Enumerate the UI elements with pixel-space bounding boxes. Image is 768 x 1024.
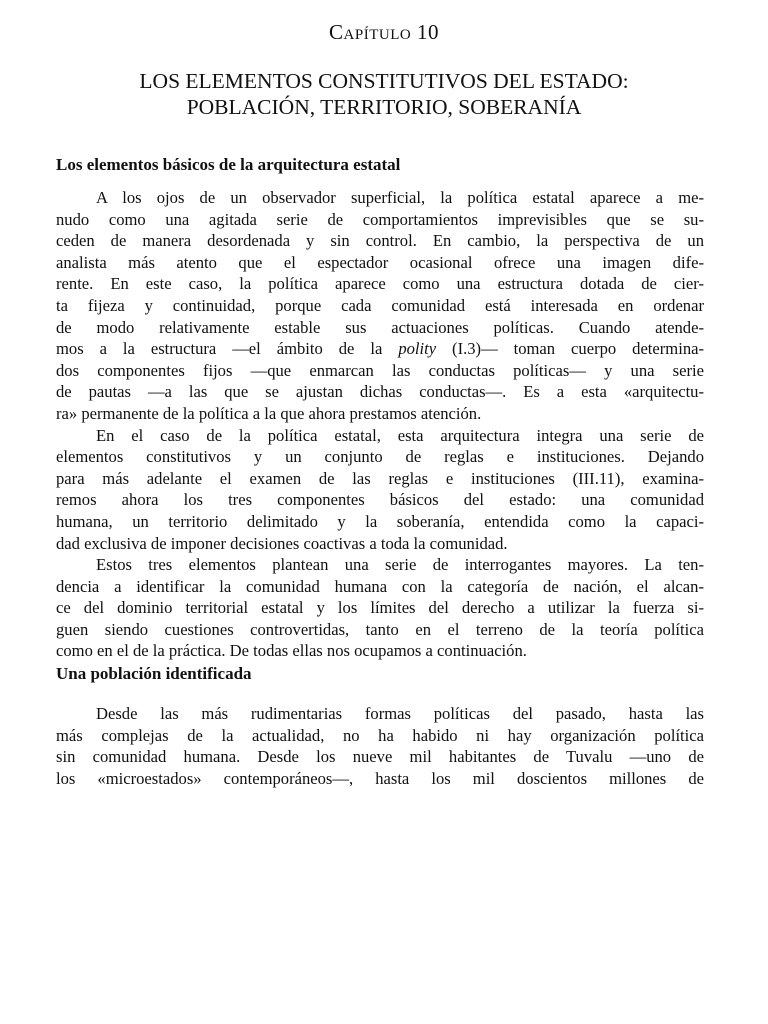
text-line: guen siendo cuestiones controvertidas, tanto en el terreno de la teoría política bbox=[56, 619, 704, 639]
text-line: mos a la estructura —el ámbito de la polity (I.3)— toman cuerpo determina- bbox=[56, 339, 705, 359]
chapter-label: Capítulo 10 bbox=[329, 20, 439, 44]
text-line: analista más atento que el espectador ocasional ofrece una imagen dife- bbox=[56, 252, 704, 272]
chapter-title-line: POBLACIÓN, TERRITORIO, SOBERANÍA bbox=[186, 95, 582, 119]
text-line: para más adelante el examen de las reglas e instituciones (III.11), examina- bbox=[56, 468, 704, 488]
text-line: más complejas de la actualidad, no ha habido ni hay organización política bbox=[56, 725, 704, 745]
section-heading: Los elementos básicos de la arquitectura estatal bbox=[56, 155, 401, 174]
text-line: como en el de la práctica. De todas ellas nos ocupamos a continuación. bbox=[56, 641, 527, 661]
text-line: Estos tres elementos plantean una serie de interrogantes mayores. La ten- bbox=[96, 555, 704, 575]
text-line: humana, un territorio delimitado y la soberanía, entendida como la capaci- bbox=[56, 511, 704, 531]
text-line: Desde las más rudimentarias formas políticas del pasado, hasta las bbox=[96, 704, 704, 723]
text-line: ceden de manera desordenada y sin control. En cambio, la perspectiva de un bbox=[56, 231, 704, 251]
text-line: de modo relativamente estable sus actuaciones políticas. Cuando atende- bbox=[56, 317, 704, 337]
section-body bbox=[56, 187, 704, 662]
text-line: dencia a identificar la comunidad humana con la categoría de nación, el alcan- bbox=[56, 576, 704, 596]
section-body bbox=[56, 703, 704, 789]
text-line: dos componentes fijos —que enmarcan las conductas políticas— y una serie bbox=[56, 360, 704, 380]
chapter-title-line: LOS ELEMENTOS CONSTITUTIVOS DEL ESTADO: bbox=[139, 69, 629, 93]
text-line: A los ojos de un observador superficial, la política estatal aparece a me- bbox=[96, 188, 704, 207]
section-heading: Una población identificada bbox=[56, 664, 252, 683]
text-line: ta fijeza y continuidad, porque cada comunidad está interesada en ordenar bbox=[56, 295, 704, 315]
text-line: los «microestados» contemporáneos—, hasta los mil doscientos millones de bbox=[56, 768, 704, 788]
italic-term: polity bbox=[398, 339, 437, 359]
text-line: ce del dominio territorial estatal y los límites del derecho a utilizar la fuerza si- bbox=[56, 598, 704, 618]
text-line: ra» permanente de la política a la que ahora prestamos atención. bbox=[56, 403, 482, 423]
text-line: rente. En este caso, la política aparece como una estructura dotada de cier- bbox=[56, 274, 704, 294]
text-line: elementos constitutivos y un conjunto de reglas e instituciones. Dejando bbox=[56, 447, 704, 467]
text-line: dad exclusiva de imponer decisiones coactivas a toda la comunidad. bbox=[56, 533, 508, 553]
text-line: de pautas —a las que se ajustan dichas conductas—. Es a esta «arquitectu- bbox=[56, 382, 704, 402]
text-line: sin comunidad humana. Desde los nueve mil habitantes de Tuvalu —uno de bbox=[56, 747, 704, 767]
text-line: En el caso de la política estatal, esta arquitectura integra una serie de bbox=[96, 425, 704, 445]
chapter-title bbox=[40, 68, 728, 120]
text-line: nudo como una agitada serie de comportamientos imprevisibles que se su- bbox=[56, 209, 704, 229]
text-line: remos ahora los tres componentes básicos del estado: una comunidad bbox=[56, 490, 704, 510]
